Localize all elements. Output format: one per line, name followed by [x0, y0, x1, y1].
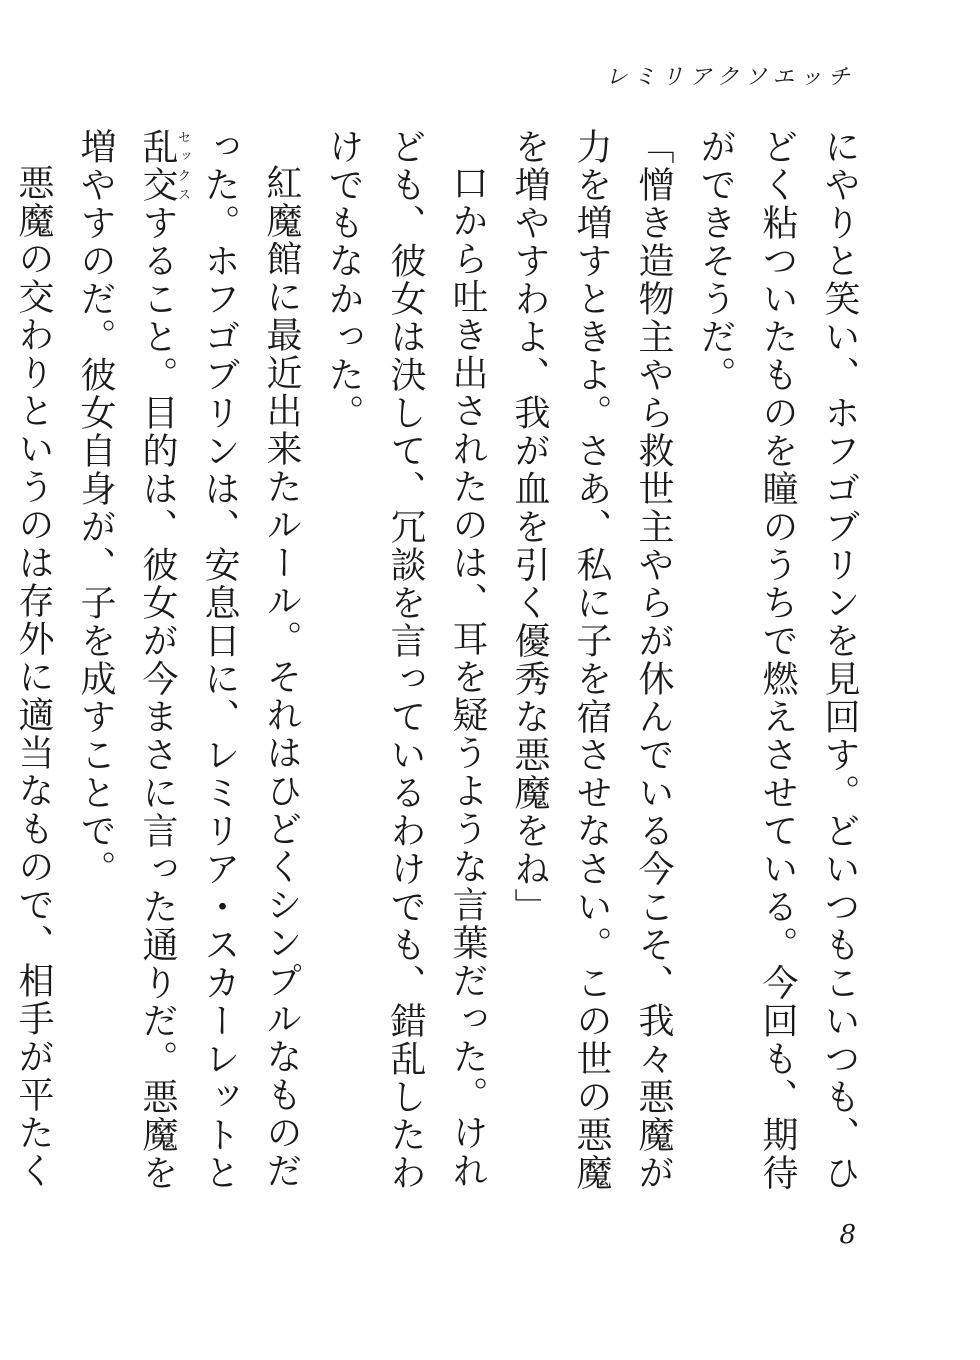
page-number: 8 [839, 1220, 856, 1250]
paragraph-4-part-2: すること。目的は、彼女が今まさに言った通りだ。悪魔を増やすのだ。彼女自身が、子を成すことで。 [75, 128, 178, 1192]
paragraph-3: 口から吐き出されたのは、耳を疑うような言葉だった。けれども、彼女は決して、冗談を言っているわけでも、錯乱したわけでもなかった。 [323, 128, 488, 1192]
paragraph-4-part-1: 紅魔館に最近出来たルール。それはひどくシンプルなものだった。ホフゴブリンは、安息日に、レミリア・スカーレットと [199, 128, 302, 1192]
ruby-reading: セックス [175, 128, 190, 204]
ruby-base: 乱交 [137, 128, 178, 204]
ruby-annotation [137, 128, 190, 204]
running-header-title: レミリアクソエッチ [605, 65, 856, 90]
paragraph-4 [64, 128, 312, 1208]
paragraph-5: 悪魔の交わりというのは存外に適当なもので、相手が平たく [13, 164, 54, 1190]
body-text [13, 128, 870, 1208]
paragraph-1: にやりと笑い、ホフゴブリンを見回す。どいつもこいつも、ひどく粘ついたものを瞳のうちで燃えさせている。今回も、期待ができそうだ。 [695, 128, 860, 1192]
paragraph-2-dialogue: 「憎き造物主やら救世主やらが休んでいる今こそ、我々悪魔が力を増すときよ。さあ、私に子を宿させなさい。この世の悪魔を増やすわよ、我が血を引く優秀な悪魔をね」 [509, 128, 674, 1192]
